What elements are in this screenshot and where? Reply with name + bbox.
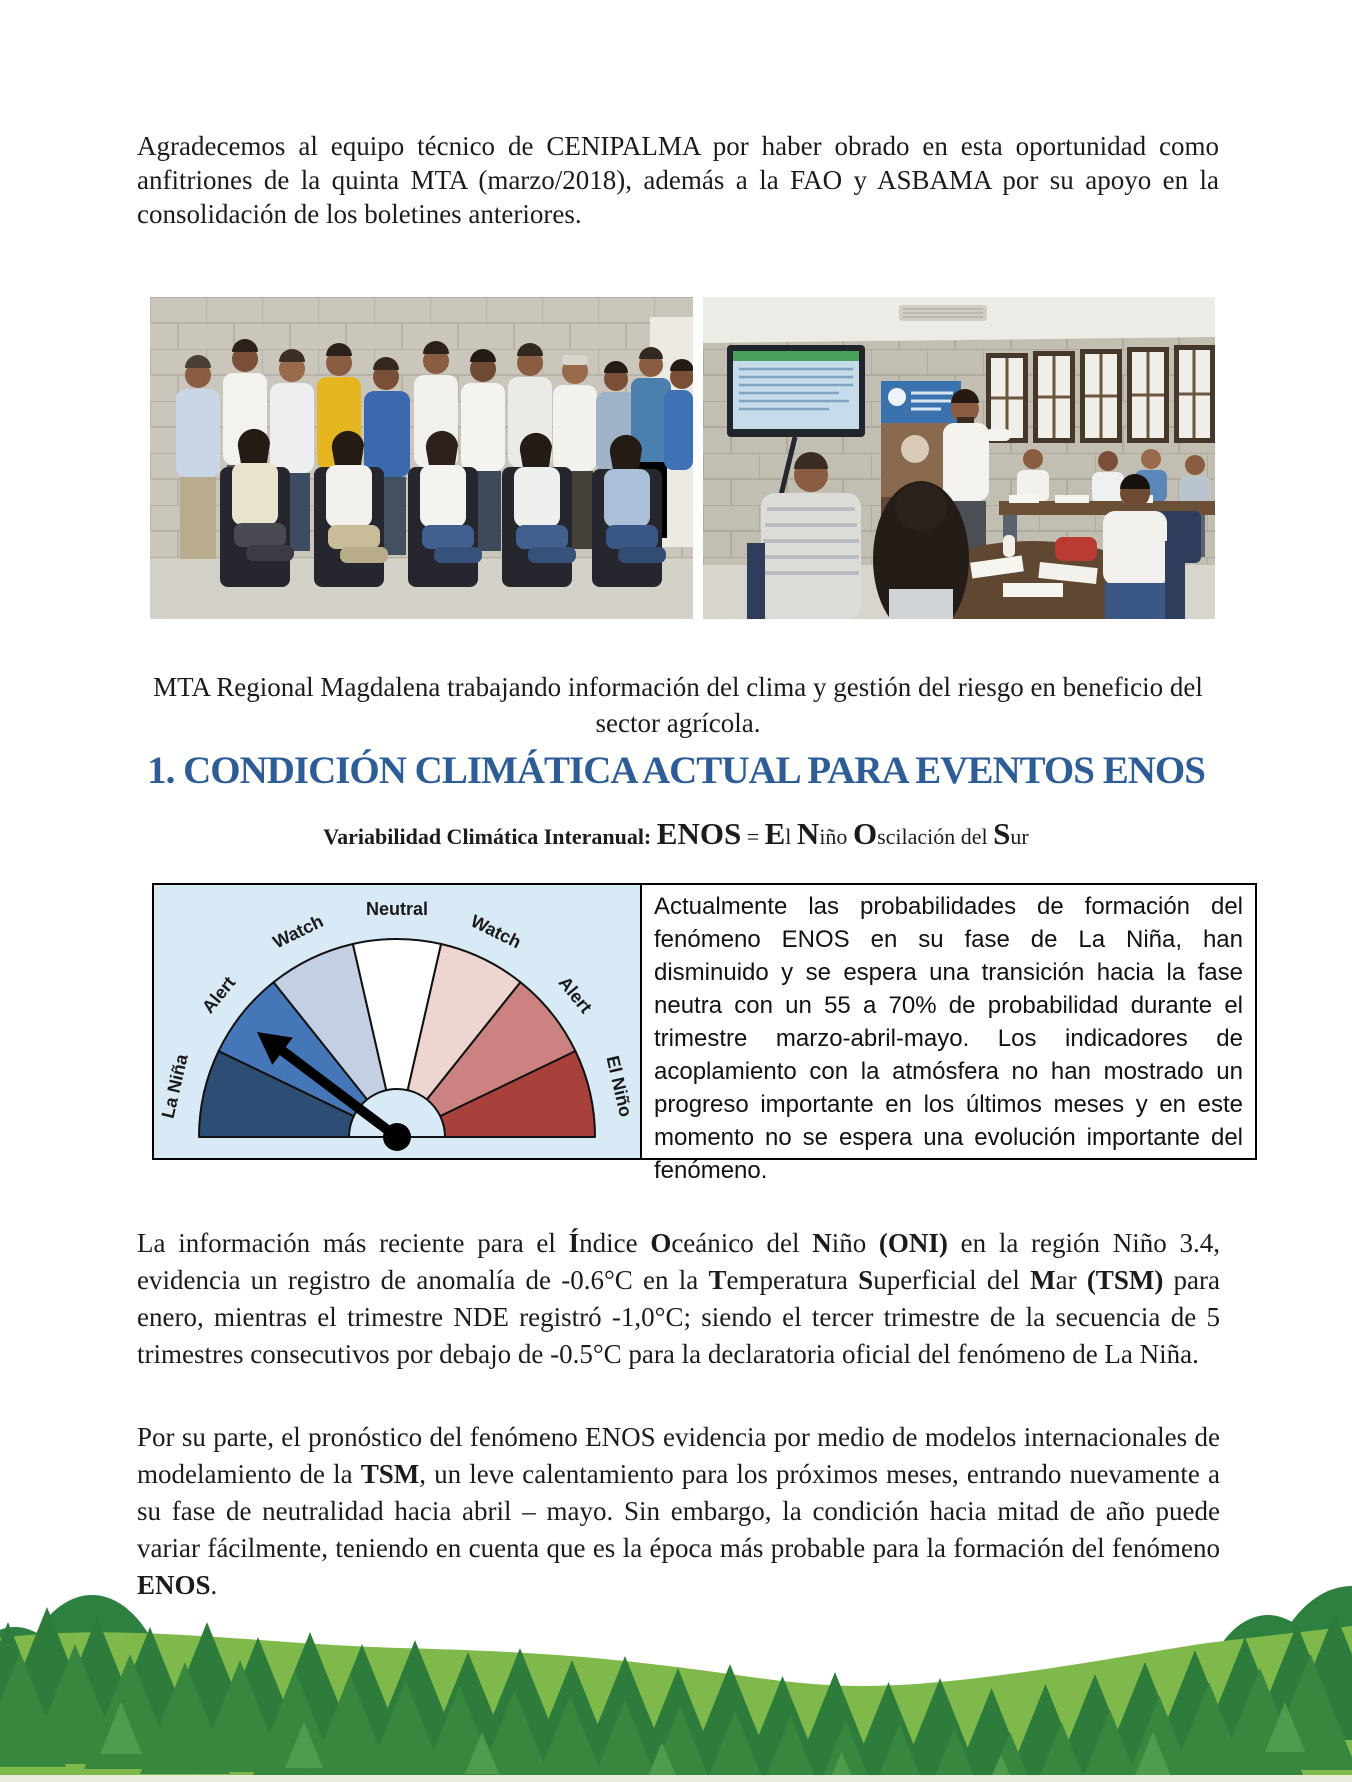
group-photo [150, 297, 693, 619]
ceiling-vent-icon [899, 305, 987, 321]
forest-footer-graphic [0, 1582, 1352, 1782]
enso-gauge [154, 885, 640, 1158]
gauge-label-alert-right: Alert [554, 972, 596, 1018]
paragraph-forecast: Por su parte, el pronóstico del fenómeno ENOS evidencia por medio de modelos internacionales de modelamiento de la TSM, un leve calentamiento para los próximos meses, entrando nuevamente a su fase de neutralidad hacia abril – mayo. Sin embargo, la condición hacia mitad de año puede variar fácilmente, teniendo en cuenta que es la época más probable para la formación del fenómeno ENOS. [137, 1422, 1220, 1600]
gauge-label-el-nino: El Niño [602, 1053, 636, 1119]
gauge-label-neutral: Neutral [365, 899, 429, 919]
photo-row [150, 297, 1215, 619]
enso-figure [152, 883, 1257, 1184]
gauge-label-la-nina: La Niña [157, 1052, 192, 1121]
section-heading: 1. CONDICIÓN CLIMÁTICA ACTUAL PARA EVENTOS ENOS [147, 749, 1205, 792]
red-bag [1055, 537, 1097, 561]
windows [986, 345, 1215, 443]
gauge-label-watch-right: Watch [467, 910, 525, 953]
photo-caption: MTA Regional Magdalena trabajando información del clima y gestión del riesgo en beneficio del sector agrícola. [153, 672, 1203, 738]
section-subtitle: Variabilidad Climática Interanual: ENOS = El Niño Oscilación del Sur [323, 816, 1029, 851]
footer-bottom-strip [0, 1775, 1352, 1782]
group-photo-graphic [150, 297, 693, 619]
intro-paragraph: Agradecemos al equipo técnico de CENIPALMA por haber obrado en esta oportunidad como anfitriones de la quinta MTA (marzo/2018), además a la FAO y ASBAMA por su apoyo en la consolidación de los boletines anteriores. [137, 131, 1219, 229]
enso-status-text: Actualmente las probabilidades de formación del fenómeno ENOS en su fase de La Niña, han disminuido y se espera una transición hacia la fase neutra con un 55 a 70% de probabilidad durante el trimestre marzo-abril-mayo. Los indicadores de acoplamiento con la atmósfera no han mostrado un progreso importante en los últimos meses y en este momento no se espera una evolución importante del fenómeno. [640, 885, 1255, 1158]
gauge-label-alert-left: Alert [198, 972, 240, 1018]
meeting-photo-graphic [703, 297, 1215, 619]
paragraph-oni: La información más reciente para el Índice Oceánico del Niño (ONI) en la región Niño 3.4, evidencia un registro de anomalía de -0.6°C en la Temperatura Superficial del Mar (TSM) para enero, mientras el trimestre NDE registró -1,0°C; siendo el tercer trimestre de la secuencia de 5 trimestres consecutivos por debajo de -0.5°C para la declaratoria oficial del fenómeno de La Niña. [137, 1228, 1221, 1369]
meeting-photo [703, 297, 1215, 619]
coffee-cup [1003, 535, 1015, 557]
enso-gauge-dial [154, 885, 640, 1158]
gauge-label-watch-left: Watch [269, 910, 327, 953]
